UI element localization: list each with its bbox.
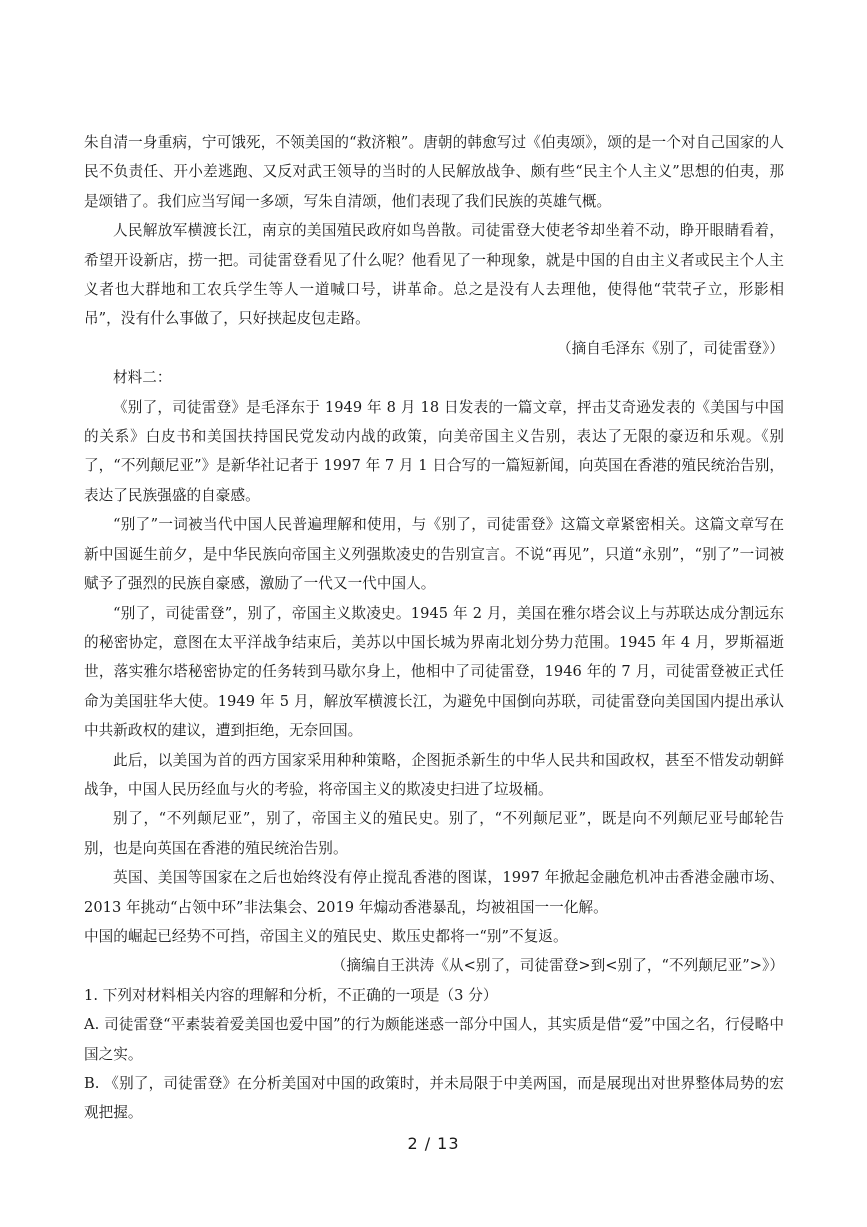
material-two-label: 材料二：: [113, 369, 172, 387]
paragraph-britannia: 别了，“不列颠尼亚”，别了，帝国主义的殖民史。别了，“不列颠尼亚”，既是向不列颠尼亚号邮轮告别，也是向英国在香港的殖民统治告别。: [84, 810, 784, 857]
source-attribution-1: （摘自毛泽东《别了，司徒雷登》）: [556, 339, 784, 357]
paragraph-zhu-ziqing: 朱自清一身重病，宁可饿死，不领美国的“救济粮”。唐朝的韩愈写过《伯夷颂》，颂的是一个对自己国家的人民不负责任、开小差逃跑、又反对武王领导的当时的人民解放战争、颇有些“民主个人主义”思想的伯夷，那是颂错了。我们应当写闻一多颂，写朱自清颂，他们表现了我们民族的英雄气概。: [84, 134, 784, 210]
paragraph-hong-kong: 英国、美国等国家在之后也始终没有停止搅乱香港的图谋，1997 年掀起金融危机冲击香港金融市场、2013 年挑动“占领中环”非法集会、2019 年煽动香港暴乱，均被祖国一一化解。: [84, 869, 784, 916]
paragraph-farewell-term: “别了”一词被当代中国人民普遍理解和使用，与《别了，司徒雷登》这篇文章紧密相关。这篇文章写在新中国诞生前夕，是中华民族向帝国主义列强欺凌史的告别宣言。不说“再见”，只道“永别”，“别了”一词被赋予了强烈的民族自豪感，激励了一代又一代中国人。: [84, 516, 784, 593]
option-b: B. 《别了，司徒雷登》在分析美国对中国的政策时，并未局限于中美两国，而是展现出对世界整体局势的宏观把握。: [84, 1075, 784, 1122]
document-body: [84, 128, 784, 1128]
source-attribution-2: （摘编自王洪涛《从<别了，司徒雷登>到<别了，“不列颠尼亚”>》）: [331, 957, 784, 975]
option-a: A. 司徒雷登“平素装着爱美国也爱中国”的行为颇能迷惑一部分中国人，其实质是借“爱”中国之名，行侵略中国之实。: [84, 1016, 784, 1063]
paragraph-article-intro: 《别了，司徒雷登》是毛泽东于 1949 年 8 月 18 日发表的一篇文章，抨击艾奇逊发表的《美国与中国的关系》白皮书和美国扶持国民党发动内战的政策，向美帝国主义告别，表达了无限的豪迈和乐观。《别了，“不列颠尼亚”》是新华社记者于 1997 年 7 月 1 日合写的一篇短新闻，向英国在香港的殖民统治告别，表达了民族强盛的自豪感。: [84, 398, 784, 504]
paragraph-stuart-history: “别了，司徒雷登”，别了，帝国主义欺凌史。1945 年 2 月，美国在雅尔塔会议上与苏联达成分割远东的秘密协定，意图在太平洋战争结束后，美苏以中国长城为界南北划分势力范围。1945 年 4 月，罗斯福逝世，落实雅尔塔秘密协定的任务转到马歇尔身上，他相中了司徒雷登，1946 年的 7 月，司徒雷登被正式任命为美国驻华大使。1949 年 5 月，解放军横渡长江，为避免中国倒向苏联，司徒雷登向美国国内提出承认中共新政权的建议，遭到拒绝，无奈回国。: [84, 604, 784, 740]
paragraph-pla-crossing: 人民解放军横渡长江，南京的美国殖民政府如鸟兽散。司徒雷登大使老爷却坐着不动，睁开眼睛看着，希望开设新店，捞一把。司徒雷登看见了什么呢？他看见了一种现象，就是中国的自由主义者或民主个人主义者也大群地和工农兵学生等人一道喊口号，讲革命。总之是没有人去理他，使得他“茕茕孑立，形影相吊”，没有什么事做了，只好挟起皮包走路。: [84, 222, 784, 328]
paragraph-china-rise: 中国的崛起已经势不可挡，帝国主义的殖民史、欺压史都将一“别”不复返。: [84, 927, 568, 945]
paragraph-western-strategy: 此后，以美国为首的西方国家采用种种策略，企图扼杀新生的中华人民共和国政权，甚至不惜发动朝鲜战争，中国人民历经血与火的考验，将帝国主义的欺凌史扫进了垃圾桶。: [84, 751, 784, 798]
page-number: 2 / 13: [407, 1134, 460, 1153]
question-1: 1. 下列对材料相关内容的理解和分析，不正确的一项是（3 分）: [84, 986, 498, 1004]
